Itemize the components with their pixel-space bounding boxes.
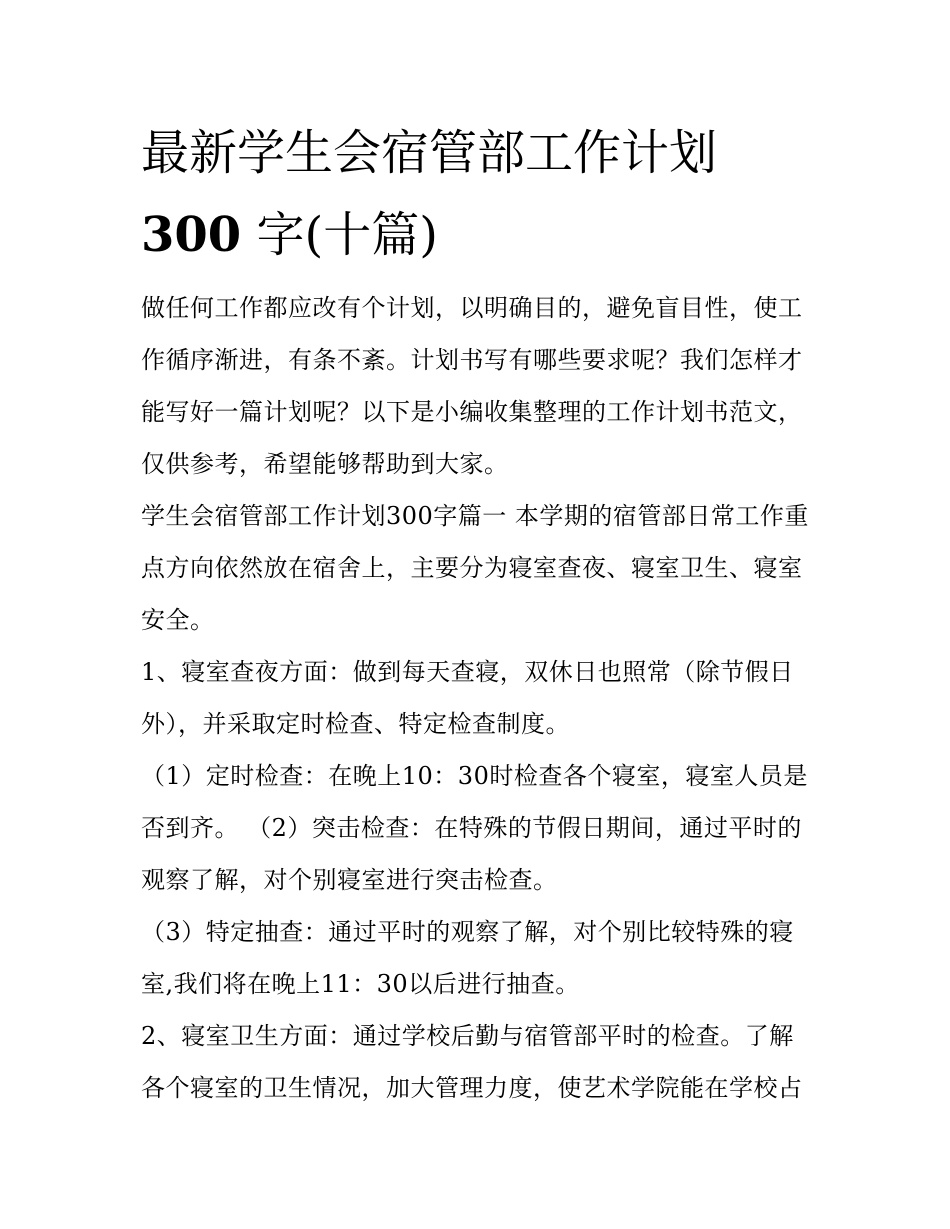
document-content bbox=[141, 112, 816, 1114]
paragraph-item-1: 1、寝室查夜方面：做到每天查寝，双休日也照常（除节假日外），并采取定时检查、特定检查制度。 bbox=[141, 658, 794, 738]
document-title bbox=[141, 112, 816, 276]
document-body bbox=[141, 282, 816, 1114]
paragraph-item-2: 2、寝室卫生方面：通过学校后勤与宿管部平时的检查。了解各个寝室的卫生情况，加大管理力度，使艺术学院能在学校占 bbox=[141, 1022, 803, 1102]
title-line-1: 最新学生会宿管部工作计划 bbox=[141, 125, 718, 181]
paragraph-intro: 做任何工作都应改有个计划，以明确目的，避免盲目性，使工作循序渐进，有条不紊。计划书写有哪些要求呢？我们怎样才能写好一篇计划呢？以下是小编收集整理的工作计划书范文，仅供参考，希望能够帮助到大家。 bbox=[141, 294, 803, 478]
title-number: 300 bbox=[141, 207, 242, 263]
paragraph-item-1-1: （1）定时检查：在晚上10：30时检查各个寝室，寝室人员是否到齐。 （2）突击检查：在特殊的节假日期间，通过平时的观察了解，对个别寝室进行突击检查。 bbox=[141, 762, 808, 894]
title-suffix: 字(十篇) bbox=[241, 207, 438, 263]
paragraph-section-1: 学生会宿管部工作计划300字篇一 本学期的宿管部日常工作重点方向依然放在宿舍上，主要分为寝室查夜、寝室卫生、寝室安全。 bbox=[141, 502, 809, 634]
paragraph-item-1-3: （3）特定抽查：通过平时的观察了解，对个别比较特殊的寝室,我们将在晚上11：30以后进行抽查。 bbox=[141, 918, 794, 998]
